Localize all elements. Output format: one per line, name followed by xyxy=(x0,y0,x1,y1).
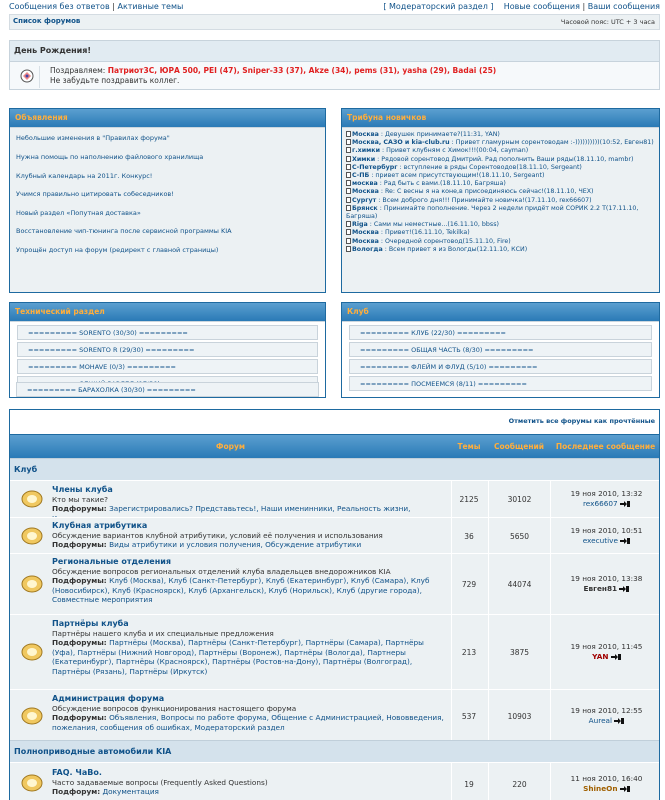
technical-section-link[interactable]: ========= БАРАХОЛКА (30/30) ========= xyxy=(16,382,319,397)
forum-title-link[interactable]: Администрация форума xyxy=(52,694,165,703)
column-separator xyxy=(550,480,551,740)
category-header[interactable]: Клуб xyxy=(10,458,659,480)
last-post xyxy=(552,526,661,546)
announcement-link[interactable]: Упрощён доступ на форум (редирект с главной страницы) xyxy=(16,246,219,254)
subforums-label: Подфорумы: xyxy=(52,713,107,723)
forum-row xyxy=(10,553,659,614)
page-icon xyxy=(346,156,351,162)
unanswered-posts-link[interactable]: Сообщения без ответов xyxy=(9,2,110,11)
forum-row xyxy=(10,614,659,689)
topics-count: 537 xyxy=(461,712,477,721)
forum-description: Обсуждение вопросов функционирования настоящего форума xyxy=(52,703,297,713)
forum-description: Партнёры нашего клуба и их специальные предложения xyxy=(52,628,274,638)
tribune-item[interactable]: Брянск : Принимайте пополнение. Через 2 недели придёт мой СОРИК 2.2 Т(17.11.10, Багряша) xyxy=(346,204,639,221)
birthday-panel xyxy=(9,40,660,90)
forum-folder-icon xyxy=(20,574,44,594)
page-icon xyxy=(346,131,351,137)
last-post xyxy=(552,489,661,509)
tribune-item[interactable]: Москва : Re: С весны я на коне,в присоединяюсь сейчас!(18.11.10, ЧЕХ) xyxy=(346,188,655,196)
column-separator xyxy=(451,762,452,800)
forum-title-link[interactable]: Члены клуба xyxy=(52,485,113,494)
subforums-links[interactable]: Объявления, Вопросы по работе форума, Общение с Администрацией, Нововведения, пожелания, сообщения об ошибках, Модераторский раздел xyxy=(52,713,444,732)
subforums-label: Подфорумы: xyxy=(52,504,107,514)
page-icon xyxy=(346,164,351,170)
posts-count: 30102 xyxy=(507,495,532,504)
forum-description: Часто задаваемые вопросы (Frequently Asked Questions) xyxy=(52,777,268,787)
header-topics: Темы xyxy=(457,442,481,451)
forum-folder-icon xyxy=(20,773,44,793)
topics-count: 2125 xyxy=(459,495,479,504)
tribune-item[interactable]: Вологда : Всем привет я из Вологды(12.11.10, КСИ) xyxy=(346,246,655,254)
forum-description: Обсуждение вариантов клубной атрибутики, условий её получения и использования xyxy=(52,530,383,540)
page-icon xyxy=(346,147,351,153)
last-post-date: 19 ноя 2010, 13:38 xyxy=(570,574,643,583)
tribune-item[interactable]: Химки : Рядовой сорентовод Дмитрий. Рад пополнить Ваши ряды(18.11.10, mambr) xyxy=(346,156,655,164)
last-post-user[interactable]: Aureal xyxy=(588,716,613,725)
forum-folder-icon xyxy=(20,706,44,726)
goto-last-post-icon[interactable] xyxy=(614,718,624,724)
technical-title: Технический раздел xyxy=(10,303,325,321)
header-last-post: Последнее сообщение xyxy=(555,442,656,451)
forum-title-link[interactable]: Региональные отделения xyxy=(52,557,171,566)
club-panel xyxy=(341,302,660,398)
last-post-user[interactable]: rex66607 xyxy=(582,499,618,508)
header-forum: Форум xyxy=(216,442,245,451)
last-post-user[interactable]: ShineOn xyxy=(583,784,618,793)
forum-row xyxy=(10,762,659,800)
tribune-item[interactable]: г.химки : Привет клубням с Химок!!!(00:04, cayman) xyxy=(346,147,655,155)
forum-list-link[interactable]: Список форумов xyxy=(13,17,81,25)
technical-section-link[interactable]: ========= SORENTO R (29/30) ========= xyxy=(17,342,318,357)
last-post-date: 19 ноя 2010, 11:45 xyxy=(570,642,643,651)
topics-count: 729 xyxy=(461,580,477,589)
timezone-text: Часовой пояс: UTC + 3 часа xyxy=(560,18,655,26)
page-icon xyxy=(346,238,351,244)
tribune-item[interactable]: Москва : Девушек принимаете?(11:31, YAN) xyxy=(346,131,655,139)
last-post xyxy=(552,574,661,594)
goto-last-post-icon[interactable] xyxy=(620,538,630,544)
tribune-item[interactable]: Сургут : Всем доброго дня!!! Принимайте новичка!(17.11.10, rex66607) xyxy=(346,197,655,205)
tribune-item[interactable]: москва : Рад быть с вами.(18.11.10, Багряша) xyxy=(346,180,655,188)
column-separator xyxy=(451,480,452,740)
birthday-reminder: Не забудьте поздравить коллег. xyxy=(50,76,180,85)
page-icon xyxy=(346,197,351,203)
club-section-link[interactable]: ========= ФЛЕЙМ И ФЛУД (5/10) ========= xyxy=(349,359,652,374)
announcement-link[interactable]: Новый раздел «Попутная доставка» xyxy=(16,209,141,217)
tribune-item[interactable]: Москва, САЗО и kia-club.ru : Привет гламурным сорентоводам :-))))))))))(10:52, Евген81) xyxy=(346,139,655,147)
your-posts-link[interactable]: Ваши сообщения xyxy=(587,2,660,11)
page-icon xyxy=(346,229,351,235)
top-links-bar xyxy=(9,2,660,14)
topics-count: 19 xyxy=(464,780,474,789)
column-separator xyxy=(550,762,551,800)
club-section-link[interactable]: ========= ПОСМЕЕМСЯ (8/11) ========= xyxy=(349,376,652,391)
forum-folder-icon xyxy=(20,642,44,662)
forum-row xyxy=(10,480,659,517)
mark-all-read-link[interactable]: Отметить все форумы как прочтённые xyxy=(508,417,655,425)
forum-row xyxy=(10,517,659,553)
last-post xyxy=(552,774,661,794)
forum-title-link[interactable]: FAQ. ЧаВо. xyxy=(52,768,102,777)
posts-count: 44074 xyxy=(507,580,532,589)
subforums-links[interactable]: Документация xyxy=(102,787,159,797)
page-icon xyxy=(346,221,351,227)
birthday-title: День Рождения! xyxy=(10,41,659,62)
subforums-links[interactable]: Зарегистрировались? Представьтесь!, Наши именинники, Реальность жизни, xyxy=(109,504,411,514)
announcement-link[interactable]: Небольшие изменения в "Правилах форума" xyxy=(16,134,170,142)
goto-last-post-icon[interactable] xyxy=(620,786,630,792)
goto-last-post-icon[interactable] xyxy=(619,586,629,592)
last-post-date: 19 ноя 2010, 10:51 xyxy=(570,526,643,535)
table-header xyxy=(10,434,659,458)
last-post-date: 11 ноя 2010, 16:40 xyxy=(570,774,643,783)
last-post xyxy=(552,706,661,726)
birthday-names[interactable]: Патриот3С, ЮРА 500, PEI (47), Sniper-33 (37), Akze (34), pems (31), yasha (29), Badai (25) xyxy=(107,66,497,75)
posts-count: 3875 xyxy=(509,648,530,657)
announcement-link[interactable]: Клубный календарь на 2011г. Конкурс! xyxy=(16,172,153,180)
tribune-item[interactable]: Riga : Сами мы неместные...(16.11.10, bbss) xyxy=(346,221,655,229)
last-post-date: 19 ноя 2010, 12:55 xyxy=(570,706,643,715)
forum-title-link[interactable]: Клубная атрибутика xyxy=(52,521,148,530)
subforums-label: Подфорумы: xyxy=(52,576,107,586)
forum-folder-icon xyxy=(20,489,44,509)
column-separator xyxy=(488,762,489,800)
column-separator xyxy=(488,480,489,740)
technical-section-link[interactable]: ========= SORENTO (30/30) ========= xyxy=(17,325,318,340)
goto-last-post-icon[interactable] xyxy=(620,501,630,507)
new-posts-link[interactable]: Новые сообщения xyxy=(503,2,580,11)
last-post-user[interactable]: YAN xyxy=(592,652,609,661)
forum-title-link[interactable]: Партнёры клуба xyxy=(52,619,129,628)
page-icon xyxy=(346,188,351,194)
topics-count: 213 xyxy=(461,648,477,657)
subforums-links[interactable]: Виды атрибутики и условия получения, Обсуждение атрибутики xyxy=(109,540,362,550)
birthday-prefix: Поздравляем: xyxy=(50,66,106,75)
separator: | xyxy=(112,2,118,11)
club-title: Клуб xyxy=(342,303,659,321)
tribune-item[interactable]: Москва : Очередной сорентовод(15.11.10, Fire) xyxy=(346,238,655,246)
announcement-link[interactable]: Нужна помощь по наполнению файлового хранилища xyxy=(16,153,204,161)
last-post-date: 19 ноя 2010, 13:32 xyxy=(570,489,643,498)
tribune-item[interactable]: С-Петербург : вступление в ряды Сорентоводов(18.11.10, Sergeant) xyxy=(346,164,655,172)
forum-row xyxy=(10,689,659,740)
tribune-item[interactable]: Москва : Привет!(16.11.10, Tekilka) xyxy=(346,229,655,237)
tribune-list xyxy=(346,131,655,254)
announcements-title: Объявления xyxy=(10,109,325,127)
forum-description: Обсуждение вопросов региональных отделений клуба владельцев внедорожников KIA xyxy=(52,566,391,576)
subforums-label: Подфорумы: xyxy=(52,638,107,648)
subforum-label: Подфорум: xyxy=(52,787,101,797)
page-icon xyxy=(346,180,351,186)
page-icon xyxy=(346,205,351,211)
club-section-link[interactable]: ========= ОБЩАЯ ЧАСТЬ (8/30) ========= xyxy=(349,342,652,357)
active-topics-link[interactable]: Активные темы xyxy=(117,2,184,11)
subforums-label: Подфорумы: xyxy=(52,540,107,550)
forum-description: Кто мы такие? xyxy=(52,494,109,504)
page-icon xyxy=(346,246,351,252)
page-icon xyxy=(346,139,351,145)
separator: | xyxy=(582,2,588,11)
tribune-panel xyxy=(341,108,660,293)
tribune-item[interactable]: С-ПБ : привет всем присутствующим!(18.11.10, Sergeant) xyxy=(346,172,655,180)
birthday-icon xyxy=(14,66,40,88)
subforums-links[interactable]: Клуб (Москва), Клуб (Санкт-Петербург), Клуб (Екатеринбург), Клуб (Самара), Клуб (Новосибирск), Клуб (Красноярск), Клуб (Архангельск), Клуб (Норильск), Клуб (другие города), Совместные мероприятия xyxy=(52,576,430,605)
announcement-link[interactable]: Учимся правильно цитировать собеседников! xyxy=(16,190,174,198)
moderator-section-link[interactable]: [ Модераторский раздел ] xyxy=(383,2,494,11)
tribune-title: Трибуна новичков xyxy=(342,109,659,127)
posts-count: 10903 xyxy=(507,712,532,721)
forum-folder-icon xyxy=(20,526,44,546)
technical-section-link[interactable]: ========= MOHAVE (0/3) ========= xyxy=(17,359,318,374)
posts-count: 220 xyxy=(512,780,527,789)
announcements-panel xyxy=(9,108,326,293)
subforums-links[interactable]: Партнёры (Москва), Партнёры (Санкт-Петербург), Партнёры (Самара), Партнёры (Уфа), Партнёры (Нижний Новгород), Партнёры (Воронеж), Партнёры (Вологда), Партнеры (Екатеринбург), Партнёры (Красноярск), Партнёры (Ростов-на-Дону), Партнёры (Волгоград), Партнёры (Рязань), Партнёры (Иркутск) xyxy=(52,638,424,676)
goto-last-post-icon[interactable] xyxy=(611,654,621,660)
last-post xyxy=(552,642,661,662)
category-header[interactable]: Полноприводные автомобили KIA xyxy=(10,740,659,762)
last-post-user[interactable]: executive xyxy=(582,536,618,545)
announcement-link[interactable]: Восстановление чип-тюнинга после сервисной программы KIA xyxy=(16,227,232,235)
club-section-link[interactable]: ========= КЛУБ (22/30) ========= xyxy=(349,325,652,340)
page-icon xyxy=(346,172,351,178)
last-post-user[interactable]: Евген81 xyxy=(583,584,618,593)
forum-table xyxy=(9,409,660,800)
posts-count: 5650 xyxy=(509,532,530,541)
navbar xyxy=(9,14,660,30)
header-posts: Сообщений xyxy=(493,442,545,451)
topics-count: 36 xyxy=(464,532,474,541)
